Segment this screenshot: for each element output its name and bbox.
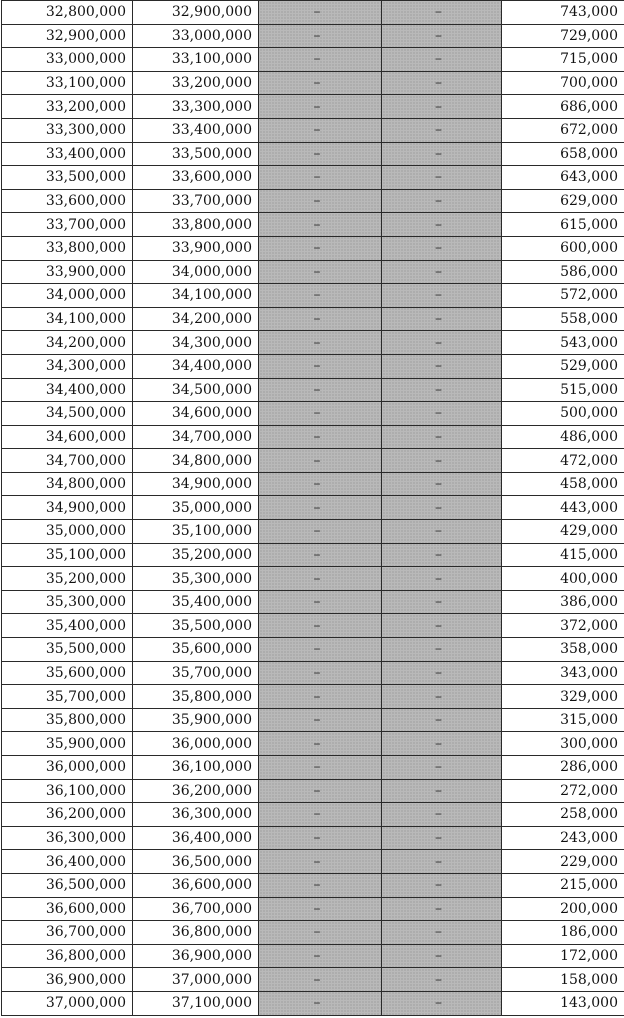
range-max-cell: 36,300,000 [133,803,259,827]
amount-cell: 329,000 [502,685,624,709]
range-max-cell: 34,000,000 [133,260,259,284]
amount-cell: 586,000 [502,260,624,284]
shaded-dash-cell: – [382,897,502,921]
table-row [2,803,624,827]
range-min-cell: 35,900,000 [2,732,133,756]
range-max-cell: 34,600,000 [133,402,259,426]
range-min-cell: 34,200,000 [2,331,133,355]
amount-cell: 143,000 [502,991,624,1015]
table-row [2,189,624,213]
table-row [2,756,624,780]
range-min-cell: 32,800,000 [2,1,133,25]
table-row [2,590,624,614]
amount-cell: 558,000 [502,307,624,331]
shaded-dash-cell: – [382,95,502,119]
range-min-cell: 36,500,000 [2,873,133,897]
table-row [2,873,624,897]
range-max-cell: 36,400,000 [133,826,259,850]
range-max-cell: 36,200,000 [133,779,259,803]
shaded-dash-cell: – [259,897,382,921]
range-min-cell: 36,000,000 [2,756,133,780]
range-min-cell: 36,900,000 [2,968,133,992]
range-min-cell: 33,000,000 [2,48,133,72]
amount-cell: 315,000 [502,708,624,732]
range-max-cell: 35,600,000 [133,638,259,662]
table-row [2,354,624,378]
amount-cell: 529,000 [502,354,624,378]
amount-cell: 200,000 [502,897,624,921]
range-min-cell: 34,100,000 [2,307,133,331]
shaded-dash-cell: – [259,496,382,520]
table-row [2,236,624,260]
range-min-cell: 35,600,000 [2,661,133,685]
shaded-dash-cell: – [382,944,502,968]
shaded-dash-cell: – [259,968,382,992]
range-max-cell: 34,400,000 [133,354,259,378]
table-row [2,307,624,331]
shaded-dash-cell: – [382,850,502,874]
range-max-cell: 33,200,000 [133,71,259,95]
shaded-dash-cell: – [382,590,502,614]
range-max-cell: 34,300,000 [133,331,259,355]
table-row [2,142,624,166]
amount-cell: 343,000 [502,661,624,685]
range-max-cell: 34,100,000 [133,284,259,308]
range-min-cell: 34,300,000 [2,354,133,378]
shaded-dash-cell: – [259,1,382,25]
shaded-dash-cell: – [259,378,382,402]
table-row [2,48,624,72]
table-row [2,1,624,25]
range-max-cell: 36,900,000 [133,944,259,968]
range-min-cell: 34,400,000 [2,378,133,402]
range-min-cell: 36,600,000 [2,897,133,921]
range-min-cell: 33,200,000 [2,95,133,119]
shaded-dash-cell: – [259,543,382,567]
amount-cell: 429,000 [502,520,624,544]
shaded-dash-cell: – [382,779,502,803]
table-row [2,331,624,355]
amount-cell: 272,000 [502,779,624,803]
range-min-cell: 33,500,000 [2,166,133,190]
range-max-cell: 35,100,000 [133,520,259,544]
amount-cell: 286,000 [502,756,624,780]
table-row [2,685,624,709]
range-max-cell: 35,500,000 [133,614,259,638]
range-max-cell: 34,700,000 [133,425,259,449]
range-min-cell: 35,100,000 [2,543,133,567]
amount-cell: 615,000 [502,213,624,237]
table-row [2,661,624,685]
shaded-dash-cell: – [259,307,382,331]
range-max-cell: 32,900,000 [133,1,259,25]
table-row [2,472,624,496]
table-row [2,213,624,237]
amount-cell: 600,000 [502,236,624,260]
range-min-cell: 34,600,000 [2,425,133,449]
amount-cell: 743,000 [502,1,624,25]
range-min-cell: 34,700,000 [2,449,133,473]
shaded-dash-cell: – [382,472,502,496]
shaded-dash-cell: – [382,331,502,355]
range-max-cell: 37,100,000 [133,991,259,1015]
range-max-cell: 35,200,000 [133,543,259,567]
shaded-dash-cell: – [259,756,382,780]
amount-cell: 443,000 [502,496,624,520]
amount-cell: 415,000 [502,543,624,567]
amount-cell: 700,000 [502,71,624,95]
amount-cell: 229,000 [502,850,624,874]
amount-cell: 158,000 [502,968,624,992]
range-max-cell: 34,900,000 [133,472,259,496]
table-row [2,779,624,803]
shaded-dash-cell: – [259,991,382,1015]
shaded-dash-cell: – [382,189,502,213]
amount-cell: 172,000 [502,944,624,968]
shaded-dash-cell: – [382,142,502,166]
shaded-dash-cell: – [382,118,502,142]
range-max-cell: 35,700,000 [133,661,259,685]
amount-cell: 400,000 [502,567,624,591]
amount-cell: 686,000 [502,95,624,119]
shaded-dash-cell: – [259,236,382,260]
amount-cell: 358,000 [502,638,624,662]
range-max-cell: 33,000,000 [133,24,259,48]
shaded-dash-cell: – [382,213,502,237]
range-min-cell: 35,800,000 [2,708,133,732]
table-row [2,991,624,1015]
shaded-dash-cell: – [259,95,382,119]
shaded-dash-cell: – [259,850,382,874]
shaded-dash-cell: – [259,213,382,237]
shaded-dash-cell: – [382,803,502,827]
shaded-dash-cell: – [259,166,382,190]
shaded-dash-cell: – [382,166,502,190]
range-min-cell: 35,500,000 [2,638,133,662]
shaded-dash-cell: – [259,118,382,142]
shaded-dash-cell: – [382,826,502,850]
range-min-cell: 36,100,000 [2,779,133,803]
amount-cell: 258,000 [502,803,624,827]
amount-cell: 500,000 [502,402,624,426]
table-row [2,543,624,567]
range-max-cell: 35,900,000 [133,708,259,732]
shaded-dash-cell: – [259,260,382,284]
shaded-dash-cell: – [382,614,502,638]
shaded-dash-cell: – [259,142,382,166]
range-min-cell: 35,000,000 [2,520,133,544]
shaded-dash-cell: – [382,543,502,567]
range-max-cell: 36,100,000 [133,756,259,780]
table-row [2,708,624,732]
table-row [2,496,624,520]
range-min-cell: 35,400,000 [2,614,133,638]
table-row [2,614,624,638]
amount-cell: 458,000 [502,472,624,496]
range-max-cell: 33,700,000 [133,189,259,213]
shaded-dash-cell: – [382,685,502,709]
range-min-cell: 33,300,000 [2,118,133,142]
range-max-cell: 33,300,000 [133,95,259,119]
range-min-cell: 35,200,000 [2,567,133,591]
range-max-cell: 37,000,000 [133,968,259,992]
range-max-cell: 36,700,000 [133,897,259,921]
amount-cell: 572,000 [502,284,624,308]
table-row [2,520,624,544]
range-max-cell: 34,500,000 [133,378,259,402]
table-row [2,449,624,473]
table-row [2,897,624,921]
range-max-cell: 35,800,000 [133,685,259,709]
shaded-dash-cell: – [382,378,502,402]
range-min-cell: 37,000,000 [2,991,133,1015]
shaded-dash-cell: – [382,496,502,520]
table-row [2,260,624,284]
shaded-dash-cell: – [259,331,382,355]
shaded-dash-cell: – [259,944,382,968]
shaded-dash-cell: – [259,189,382,213]
shaded-dash-cell: – [382,732,502,756]
range-max-cell: 34,200,000 [133,307,259,331]
table-body [2,1,624,1016]
range-max-cell: 35,300,000 [133,567,259,591]
table-row [2,826,624,850]
range-min-cell: 36,800,000 [2,944,133,968]
shaded-dash-cell: – [259,425,382,449]
shaded-dash-cell: – [259,685,382,709]
table-row [2,944,624,968]
shaded-dash-cell: – [382,520,502,544]
range-max-cell: 36,800,000 [133,921,259,945]
range-min-cell: 33,600,000 [2,189,133,213]
table-row [2,968,624,992]
range-min-cell: 34,800,000 [2,472,133,496]
amount-cell: 672,000 [502,118,624,142]
range-max-cell: 33,600,000 [133,166,259,190]
range-max-cell: 36,500,000 [133,850,259,874]
shaded-dash-cell: – [259,449,382,473]
shaded-dash-cell: – [259,614,382,638]
shaded-dash-cell: – [259,520,382,544]
range-min-cell: 33,900,000 [2,260,133,284]
amount-cell: 629,000 [502,189,624,213]
shaded-dash-cell: – [259,873,382,897]
shaded-dash-cell: – [382,708,502,732]
shaded-dash-cell: – [382,567,502,591]
shaded-dash-cell: – [382,991,502,1015]
shaded-dash-cell: – [259,708,382,732]
table-row [2,95,624,119]
amount-table [1,0,624,1016]
shaded-dash-cell: – [382,48,502,72]
shaded-dash-cell: – [259,826,382,850]
shaded-dash-cell: – [259,24,382,48]
range-max-cell: 33,500,000 [133,142,259,166]
amount-cell: 643,000 [502,166,624,190]
range-max-cell: 33,900,000 [133,236,259,260]
amount-cell: 243,000 [502,826,624,850]
range-min-cell: 34,900,000 [2,496,133,520]
amount-cell: 472,000 [502,449,624,473]
shaded-dash-cell: – [259,567,382,591]
shaded-dash-cell: – [382,1,502,25]
shaded-dash-cell: – [382,425,502,449]
amount-cell: 543,000 [502,331,624,355]
range-min-cell: 33,800,000 [2,236,133,260]
shaded-dash-cell: – [259,732,382,756]
range-min-cell: 36,400,000 [2,850,133,874]
table-row [2,24,624,48]
range-min-cell: 35,700,000 [2,685,133,709]
shaded-dash-cell: – [382,71,502,95]
range-max-cell: 36,000,000 [133,732,259,756]
shaded-dash-cell: – [259,71,382,95]
range-min-cell: 36,300,000 [2,826,133,850]
amount-cell: 215,000 [502,873,624,897]
range-min-cell: 33,100,000 [2,71,133,95]
shaded-dash-cell: – [382,968,502,992]
range-max-cell: 33,800,000 [133,213,259,237]
table-row [2,166,624,190]
amount-cell: 372,000 [502,614,624,638]
shaded-dash-cell: – [259,921,382,945]
shaded-dash-cell: – [382,236,502,260]
amount-cell: 515,000 [502,378,624,402]
shaded-dash-cell: – [259,661,382,685]
range-min-cell: 36,700,000 [2,921,133,945]
range-max-cell: 35,400,000 [133,590,259,614]
shaded-dash-cell: – [259,402,382,426]
table-row [2,638,624,662]
shaded-dash-cell: – [382,284,502,308]
range-min-cell: 33,400,000 [2,142,133,166]
shaded-dash-cell: – [259,354,382,378]
table-row [2,284,624,308]
amount-cell: 486,000 [502,425,624,449]
shaded-dash-cell: – [259,472,382,496]
table-row [2,118,624,142]
amount-cell: 715,000 [502,48,624,72]
shaded-dash-cell: – [382,921,502,945]
range-max-cell: 36,600,000 [133,873,259,897]
range-min-cell: 33,700,000 [2,213,133,237]
amount-cell: 729,000 [502,24,624,48]
range-min-cell: 35,300,000 [2,590,133,614]
range-min-cell: 34,000,000 [2,284,133,308]
shaded-dash-cell: – [382,307,502,331]
shaded-dash-cell: – [259,638,382,662]
amount-cell: 300,000 [502,732,624,756]
shaded-dash-cell: – [259,779,382,803]
range-max-cell: 33,400,000 [133,118,259,142]
shaded-dash-cell: – [382,873,502,897]
range-min-cell: 34,500,000 [2,402,133,426]
shaded-dash-cell: – [259,590,382,614]
table-row [2,378,624,402]
amount-cell: 186,000 [502,921,624,945]
table-row [2,71,624,95]
amount-cell: 386,000 [502,590,624,614]
shaded-dash-cell: – [382,756,502,780]
shaded-dash-cell: – [382,354,502,378]
range-max-cell: 35,000,000 [133,496,259,520]
table-row [2,425,624,449]
table-row [2,402,624,426]
range-max-cell: 34,800,000 [133,449,259,473]
shaded-dash-cell: – [259,803,382,827]
shaded-dash-cell: – [382,449,502,473]
table-row [2,921,624,945]
amount-cell: 658,000 [502,142,624,166]
table-row [2,850,624,874]
range-min-cell: 32,900,000 [2,24,133,48]
range-max-cell: 33,100,000 [133,48,259,72]
range-min-cell: 36,200,000 [2,803,133,827]
shaded-dash-cell: – [382,661,502,685]
shaded-dash-cell: – [382,260,502,284]
shaded-dash-cell: – [259,284,382,308]
shaded-dash-cell: – [259,48,382,72]
shaded-dash-cell: – [382,24,502,48]
table-row [2,732,624,756]
shaded-dash-cell: – [382,402,502,426]
table-row [2,567,624,591]
shaded-dash-cell: – [382,638,502,662]
